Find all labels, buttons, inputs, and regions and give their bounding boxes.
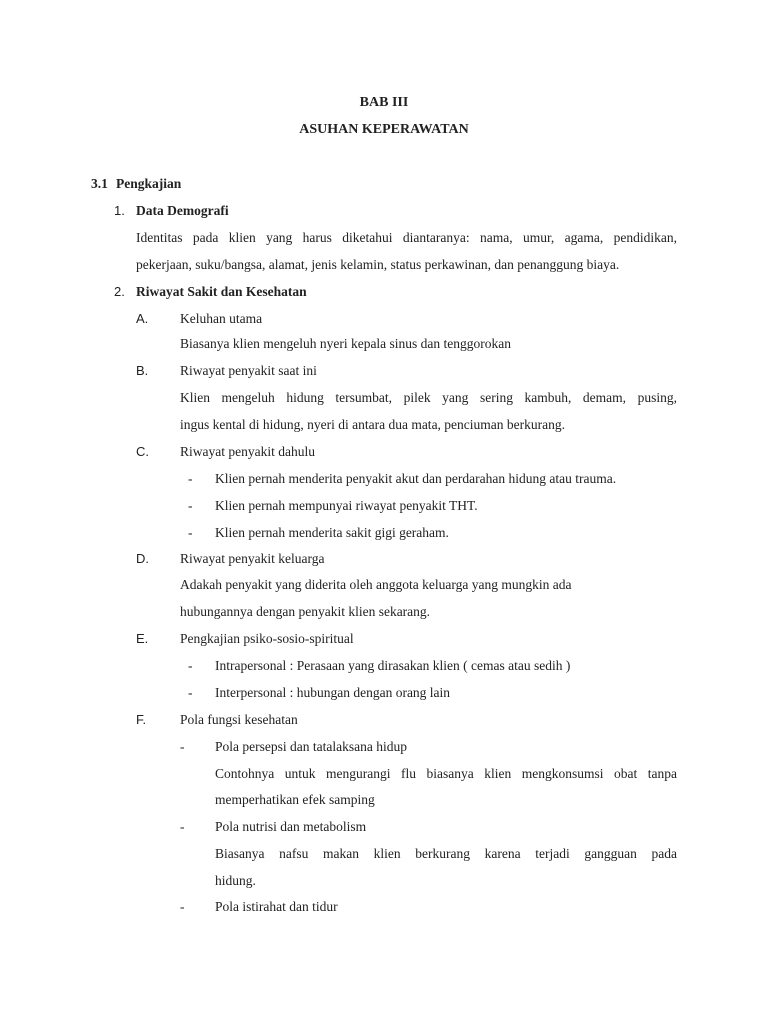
section-title: Pengkajian bbox=[116, 176, 182, 191]
sub-title: Riwayat penyakit saat ini bbox=[180, 363, 317, 378]
bullet-text: Intrapersonal : Perasaan yang dirasakan klien ( cemas atau sedih ) bbox=[215, 658, 571, 673]
bullet-title: Pola nutrisi dan metabolism bbox=[215, 819, 367, 834]
bullet-dash: - bbox=[188, 685, 193, 700]
paragraph-line: hidung. bbox=[215, 873, 256, 888]
sub-title: Pengkajian psiko-sosio-spiritual bbox=[180, 631, 354, 646]
bullet-text: Klien pernah menderita penyakit akut dan perdarahan hidung atau trauma. bbox=[215, 471, 617, 486]
bullet-dash: - bbox=[188, 471, 193, 486]
sub-letter: F. bbox=[136, 712, 147, 727]
bullet-dash: - bbox=[180, 899, 185, 914]
bullet-dash: - bbox=[180, 819, 185, 834]
sub-title: Pola fungsi kesehatan bbox=[180, 712, 298, 727]
item-number: 1. bbox=[114, 203, 125, 218]
bullet-title: Pola istirahat dan tidur bbox=[215, 899, 338, 914]
paragraph-line: Contohnya untuk mengurangi flu biasanya klien mengkonsumsi obat tanpa bbox=[215, 766, 677, 781]
sub-title: Riwayat penyakit keluarga bbox=[180, 551, 325, 566]
bullet-dash: - bbox=[180, 739, 185, 754]
sub-letter: A. bbox=[136, 311, 149, 326]
bullet-dash: - bbox=[188, 658, 193, 673]
bullet-text: Klien pernah menderita sakit gigi geraham. bbox=[215, 525, 449, 540]
bullet-title: Pola persepsi dan tatalaksana hidup bbox=[215, 739, 407, 754]
sub-letter: D. bbox=[136, 551, 149, 566]
item-title: Data Demografi bbox=[136, 203, 229, 218]
chapter-title: ASUHAN KEPERAWATAN bbox=[299, 122, 469, 137]
sub-letter: B. bbox=[136, 363, 149, 378]
paragraph-line: Biasanya nafsu makan klien berkurang karena terjadi gangguan pada bbox=[215, 846, 677, 861]
chapter-heading: BAB III bbox=[359, 95, 409, 110]
bullet-dash: - bbox=[188, 498, 193, 513]
paragraph-line: pekerjaan, suku/bangsa, alamat, jenis kelamin, status perkawinan, dan penanggung biaya. bbox=[136, 257, 620, 272]
sub-title: Keluhan utama bbox=[180, 311, 263, 326]
paragraph-line: memperhatikan efek samping bbox=[215, 792, 375, 807]
section-number: 3.1 bbox=[91, 176, 108, 191]
paragraph-line: hubungannya dengan penyakit klien sekarang. bbox=[180, 604, 431, 619]
item-number: 2. bbox=[114, 284, 125, 299]
paragraph-line: Biasanya klien mengeluh nyeri kepala sinus dan tenggorokan bbox=[180, 336, 512, 351]
paragraph-line: Adakah penyakit yang diderita oleh anggota keluarga yang mungkin ada bbox=[180, 577, 572, 592]
sub-letter: C. bbox=[136, 444, 149, 459]
paragraph-line: Identitas pada klien yang harus diketahui diantaranya: nama, umur, agama, pendidikan, bbox=[136, 230, 677, 245]
bullet-dash: - bbox=[188, 525, 193, 540]
paragraph-line: Klien mengeluh hidung tersumbat, pilek yang sering kambuh, demam, pusing, bbox=[180, 390, 677, 405]
paragraph-line: ingus kental di hidung, nyeri di antara dua mata, penciuman berkurang. bbox=[180, 417, 566, 432]
sub-letter: E. bbox=[136, 631, 149, 646]
bullet-text: Interpersonal : hubungan dengan orang lain bbox=[215, 685, 451, 700]
bullet-text: Klien pernah mempunyai riwayat penyakit THT. bbox=[215, 498, 478, 513]
sub-title: Riwayat penyakit dahulu bbox=[180, 444, 315, 459]
item-title: Riwayat Sakit dan Kesehatan bbox=[136, 284, 307, 299]
